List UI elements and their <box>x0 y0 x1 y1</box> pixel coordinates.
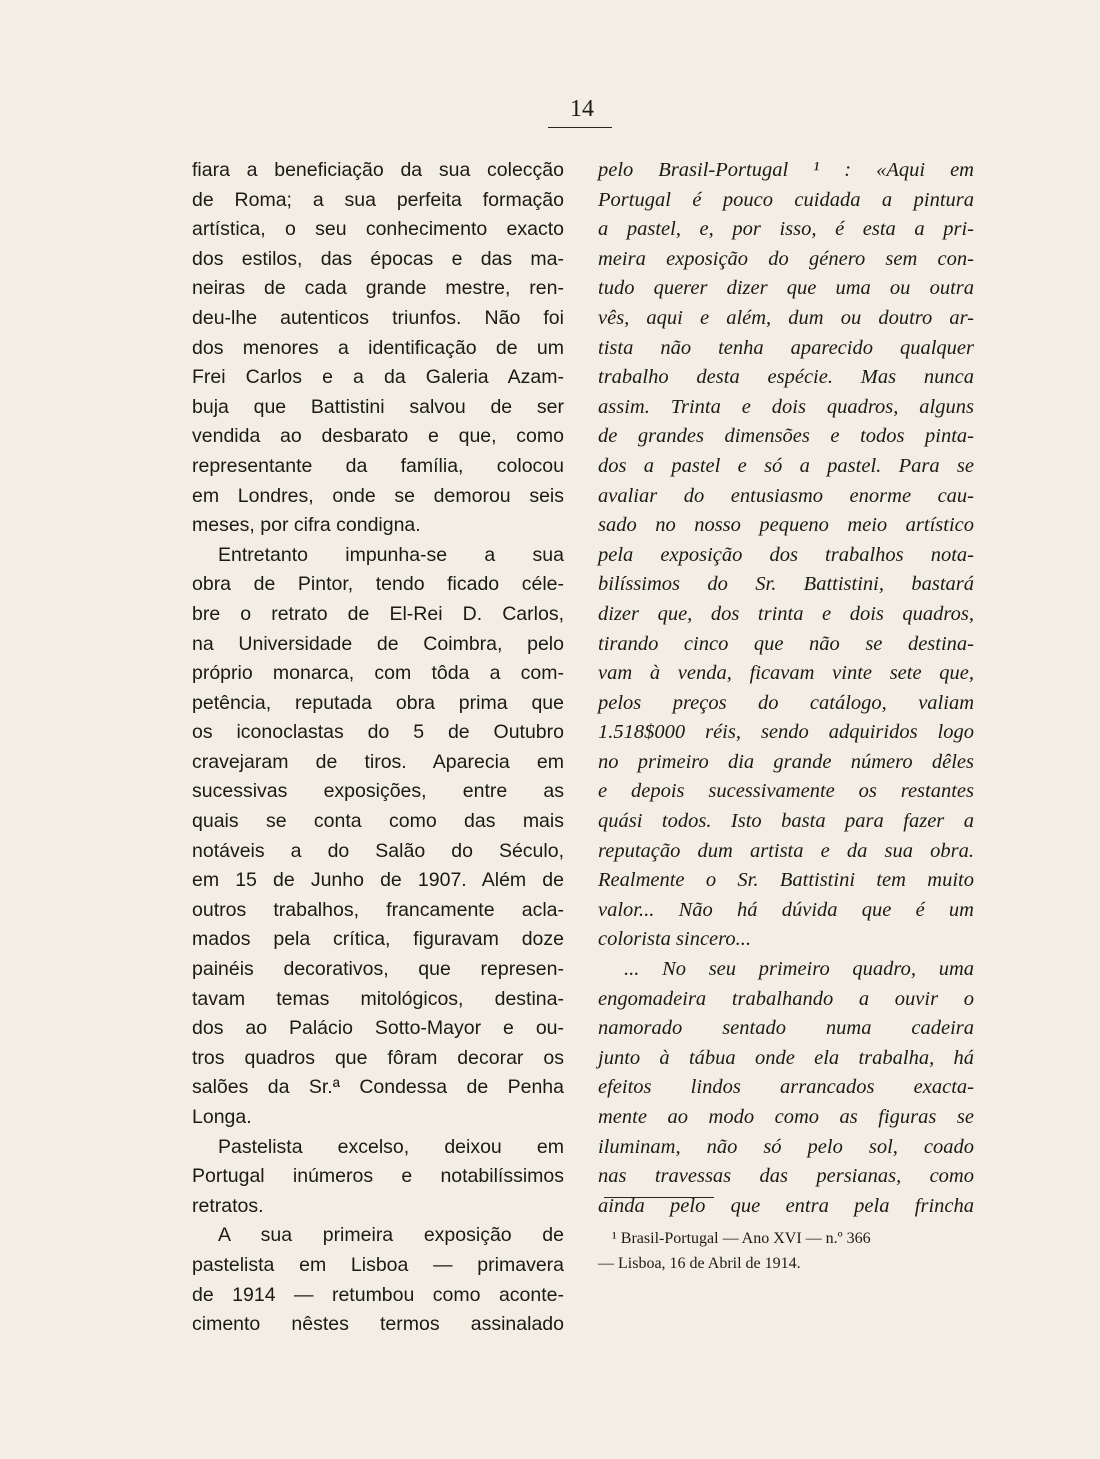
quote-line: tista não tenha aparecido qualquer <box>598 336 974 359</box>
body-line: em Londres, onde se demorou seis <box>192 484 564 507</box>
quote-line: bilíssimos do Sr. Battistini, bastará <box>598 573 974 596</box>
body-line: Pastelista excelso, deixou em <box>218 1135 564 1158</box>
body-line: obra de Pintor, tendo ficado céle- <box>192 573 564 596</box>
quote-line: Portugal é pouco cuidada a pintura <box>598 188 974 211</box>
quote-line: colorista sincero... <box>598 928 751 951</box>
quote-line: de grandes dimensões e todos pinta- <box>598 425 974 448</box>
quote-line: pelos preços do catálogo, valiam <box>598 691 974 714</box>
page-number-rule <box>548 127 612 128</box>
body-line: cimento nêstes termos assinalado <box>192 1313 564 1336</box>
body-line: deu-lhe autenticos triunfos. Não foi <box>192 306 564 329</box>
body-line: buja que Battistini salvou de ser <box>192 395 564 418</box>
body-line: dos menores a identificação de um <box>192 336 564 359</box>
body-line: mados pela crítica, figuravam doze <box>192 928 564 951</box>
quote-line: tudo querer dizer que uma ou outra <box>598 277 974 300</box>
left-column <box>192 156 564 1340</box>
body-line: dos ao Palácio Sotto-Mayor e ou- <box>192 1017 564 1040</box>
quote-line: tirando cinco que não se destina- <box>598 632 974 655</box>
footnote-line: — Lisboa, 16 de Abril de 1914. <box>598 1255 801 1272</box>
body-line: representante da família, colocou <box>192 454 564 477</box>
body-line: artística, o seu conhecimento exacto <box>192 218 564 241</box>
quote-line: junto à tábua onde ela trabalha, há <box>598 1046 974 1069</box>
body-line: notáveis a do Salão do Século, <box>192 839 564 862</box>
quote-line: quási todos. Isto basta para fazer a <box>598 810 974 833</box>
quote-line: valor... Não há dúvida que é um <box>598 898 974 921</box>
body-line: salões da Sr.ª Condessa de Penha <box>192 1076 564 1099</box>
quote-line: engomadeira trabalhando a ouvir o <box>598 987 974 1010</box>
body-line: os iconoclastas do 5 de Outubro <box>192 721 564 744</box>
body-line: tros quadros que fôram decorar os <box>192 1046 564 1069</box>
quote-line: assim. Trinta e dois quadros, alguns <box>598 395 974 418</box>
body-line: Entretanto impunha-se a sua <box>218 543 564 566</box>
quote-line: namorado sentado numa cadeira <box>598 1017 974 1040</box>
quote-line: pela exposição dos trabalhos nota- <box>598 543 974 566</box>
body-line: na Universidade de Coimbra, pelo <box>192 632 564 655</box>
quote-line: Realmente o Sr. Battistini tem muito <box>598 869 974 892</box>
body-line: petência, reputada obra prima que <box>192 691 564 714</box>
body-line: tavam temas mitológicos, destina- <box>192 987 564 1010</box>
footnote-rule <box>604 1197 714 1198</box>
quote-line: ... No seu primeiro quadro, uma <box>624 958 974 981</box>
body-line: A sua primeira exposição de <box>218 1224 564 1247</box>
footnote-line: ¹ Brasil-Portugal — Ano XVI — n.º 366 <box>612 1230 871 1247</box>
body-line: cravejaram de tiros. Aparecia em <box>192 750 564 773</box>
body-line: pastelista em Lisboa — primavera <box>192 1253 564 1276</box>
quote-line: trabalho desta espécie. Mas nunca <box>598 366 974 389</box>
body-line: Frei Carlos e a da Galeria Azam- <box>192 366 564 389</box>
body-line: meses, por cifra condigna. <box>192 514 421 537</box>
quote-line: meira exposição do género sem con- <box>598 247 974 270</box>
body-line: próprio monarca, com tôda a com- <box>192 662 564 685</box>
body-line: de Roma; a sua perfeita formação <box>192 188 564 211</box>
quote-line: sado no nosso pequeno meio artístico <box>598 514 974 537</box>
quote-line: no primeiro dia grande número dêles <box>598 750 974 773</box>
body-line: vendida ao desbarato e que, como <box>192 425 564 448</box>
quote-line: nas travessas das persianas, como <box>598 1165 974 1188</box>
quote-line: efeitos lindos arrancados exacta- <box>598 1076 974 1099</box>
body-line: de 1914 — retumbou como aconte- <box>192 1283 564 1306</box>
body-line: bre o retrato de El-Rei D. Carlos, <box>192 602 564 625</box>
body-line: em 15 de Junho de 1907. Além de <box>192 869 564 892</box>
body-line: Portugal inúmeros e notabilíssimos <box>192 1165 564 1188</box>
body-line: quais se conta como das mais <box>192 810 564 833</box>
quote-line: mente ao modo como as figuras se <box>598 1106 974 1128</box>
body-line: neiras de cada grande mestre, ren- <box>192 277 564 300</box>
quote-line: ainda pelo que entra pela frincha <box>598 1194 974 1217</box>
quote-line: dizer que, dos trinta e dois quadros, <box>598 602 974 625</box>
quote-line: pelo Brasil-Portugal ¹ : «Aqui em <box>598 159 974 181</box>
quote-line: iluminam, não só pelo sol, coado <box>598 1135 974 1158</box>
body-line: retratos. <box>192 1194 264 1217</box>
body-line: dos estilos, das épocas e das ma- <box>192 247 564 270</box>
body-line: sucessivas exposições, entre as <box>192 780 564 803</box>
quote-line: avaliar do entusiasmo enorme cau- <box>598 484 974 507</box>
quote-line: a pastel, e, por isso, é esta a pri- <box>598 218 974 241</box>
quote-line: 1.518$000 réis, sendo adquiridos logo <box>598 721 974 744</box>
right-column <box>598 156 974 1221</box>
body-line: outros trabalhos, francamente acla- <box>192 898 564 921</box>
body-line: painéis decorativos, que represen- <box>192 958 564 981</box>
quote-line: vês, aqui e além, dum ou doutro ar- <box>598 306 974 329</box>
quote-line: dos a pastel e só a pastel. Para se <box>598 454 974 477</box>
quote-line: vam à venda, ficavam vinte sete que, <box>598 662 974 685</box>
footnotes <box>598 1226 974 1276</box>
page-number: 14 <box>570 96 594 122</box>
body-line: fiara a beneficiação da sua colecção <box>192 159 564 181</box>
body-line: Longa. <box>192 1106 252 1128</box>
quote-line: reputação dum artista e da sua obra. <box>598 839 974 862</box>
quote-line: e depois sucessivamente os restantes <box>598 780 974 803</box>
